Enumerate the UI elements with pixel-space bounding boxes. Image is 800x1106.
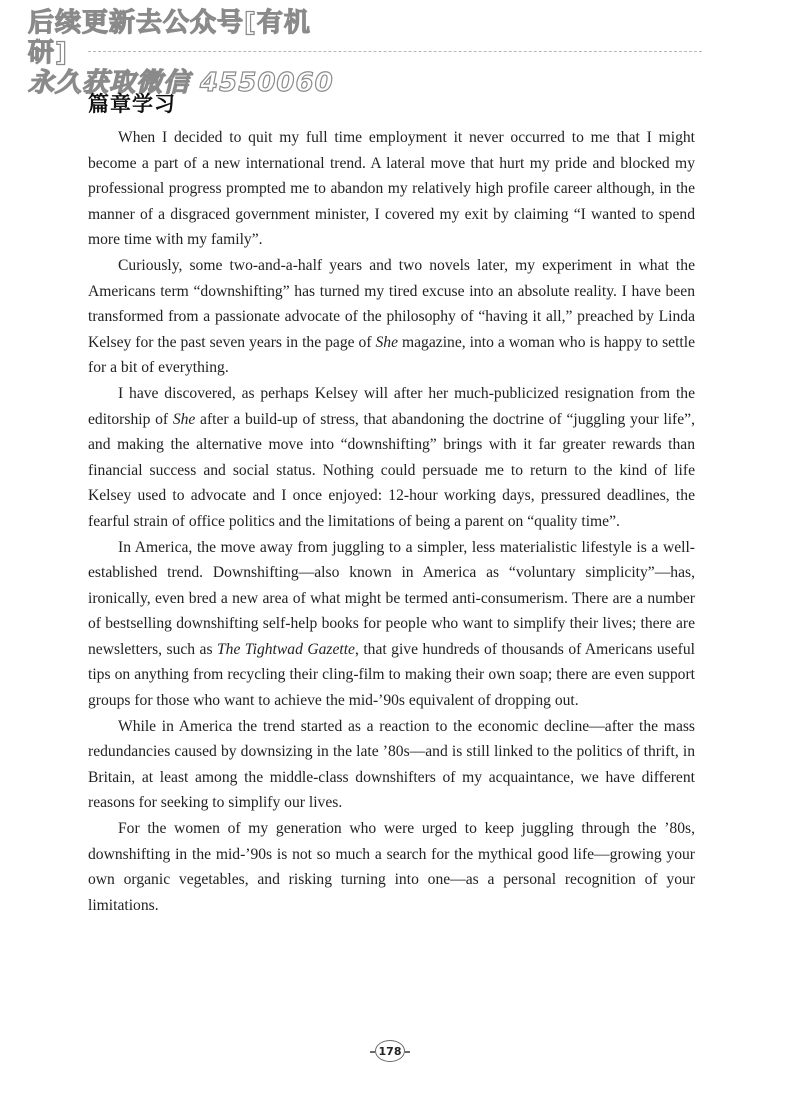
paragraph-5-text: While in America the trend started as a reaction to the economic decline—after the mass redundancies caused by downsizing in the late ’80s—and is still linked to the politics of thrift, in Britain, at least among the middle-class downshifters of my acquaintance, we have different reasons for seeking to simplify our lives.: [88, 717, 695, 812]
paragraph-3: [88, 381, 695, 535]
section-title: 篇章学习: [88, 92, 176, 116]
paragraph-6: [88, 816, 695, 918]
paragraph-4: [88, 535, 695, 714]
paragraph-6-text: For the women of my generation who were urged to keep juggling through the ’80s, downshifting in the mid-’90s is not so much a search for the mythical good life—growing your own organic vegetables, and risking turning into one—as a personal recognition of your limitations.: [88, 820, 695, 914]
paragraph-2-text-b: magazine, into a woman who is happy to settle for a bit of everything.: [88, 333, 695, 377]
paragraph-4-text-b: , that give hundreds of thousands of Americans useful tips on anything from recycling their cling-film to making their own soap; there are even support groups for those who want to achieve the mid-’90s equivalent of dropping out.: [88, 640, 695, 710]
paragraph-2-text-a: Curiously, some two-and-a-half years and two novels later, my experiment in what the Americans term “downshifting” has turned my tired excuse into an absolute reality. I have been transformed from a passionate advocate of the philosophy of “having it all,” preached by Linda Kelsey for the past seven years in the page of: [88, 256, 695, 351]
paragraph-3-text-b: after a build-up of stress, that abandoning the doctrine of “juggling your life”, and making the alternative move into “downshifting” brings with it far greater rewards than financial success and social status. Nothing could persuade me to return to the kind of life Kelsey used to advocate and I once enjoyed: 12-hour working days, pressured deadlines, the fearful strain of office politics and the limitations of being a parent on “quality time”.: [88, 410, 695, 530]
watermark-line-2: 永久获取微信 4550060: [28, 68, 334, 98]
paragraph-1: [88, 125, 695, 253]
page-footer: [373, 1039, 407, 1063]
newsletter-title: The Tightwad Gazette: [216, 640, 355, 658]
page-number: 178: [378, 1044, 402, 1058]
magazine-title-she-2: She: [172, 410, 196, 428]
paragraph-3-text-a: I have discovered, as perhaps Kelsey will after her much-publicized resignation from the editorship of: [88, 384, 695, 428]
paragraph-2: [88, 253, 695, 381]
page-number-badge: [375, 1040, 405, 1062]
watermark-line-1: 后续更新去公众号[有机研]: [28, 8, 311, 68]
article-body: [88, 125, 695, 918]
magazine-title-she: She: [375, 333, 399, 351]
paragraph-1-text: When I decided to quit my full time employment it never occurred to me that I might become a part of a new international trend. A lateral move that hurt my pride and blocked my professional progress prompted me to abandon my relatively high profile career although, in the manner of a disgraced government minister, I covered my exit by claiming “I wanted to spend more time with my family”.: [88, 129, 695, 249]
watermark: [28, 8, 348, 98]
header-divider: [88, 51, 702, 52]
paragraph-4-text-a: In America, the move away from juggling to a simpler, less materialistic lifestyle is a well-established trend. Downshifting—also known in America as “voluntary simplicity”—has, ironically, even bred a new area of what might be termed anti-consumerism. There are a number of bestselling downshifting self-help books for people who want to simplify their lives; there are newsletters, such as: [88, 538, 695, 658]
paragraph-5: [88, 714, 695, 816]
